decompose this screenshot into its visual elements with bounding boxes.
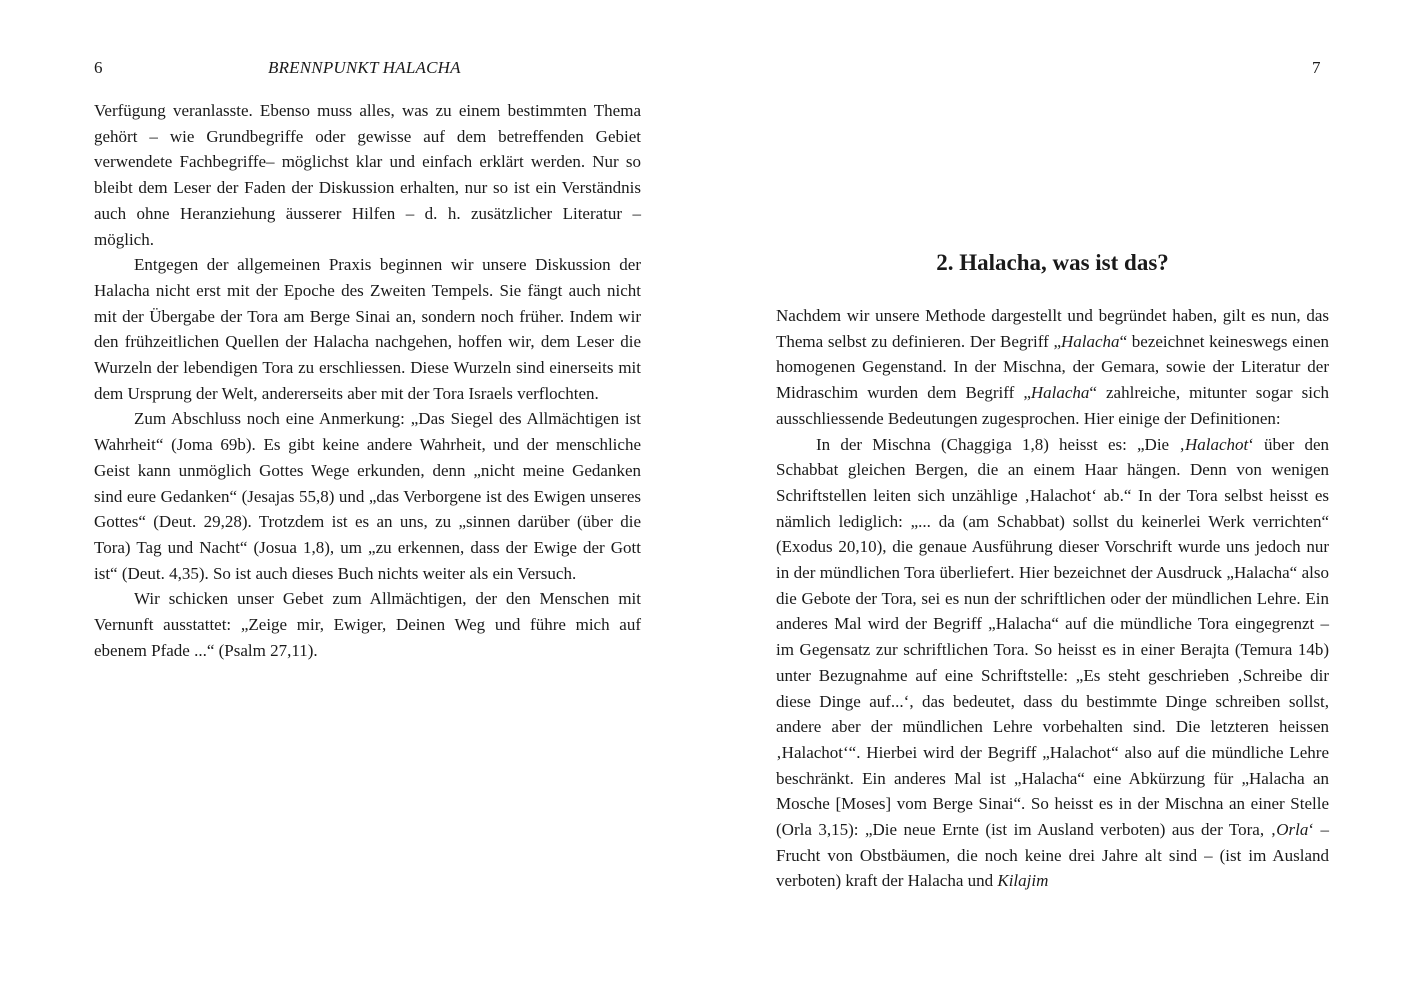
page-number-right: 7 (1312, 58, 1321, 77)
italic-term: Orla (1276, 820, 1309, 840)
text-run: ‘ über den Schabbat gleichen Bergen, die an einem Haar hängen. Denn von wenigen Schriftstellen leiten sich unzählige ‚Halachot‘ ab.“ In der Tora selbst heisst es nämlich lediglich: „... da (am Schabbat) sollst du keinerlei Werk verrichten“ (Exodus 20,10), die genaue Ausführung dieser Vorschrift wurde uns jedoch nur in der mündlichen Tora überliefert. Hier bezeichnet der Ausdruck „Halacha“ also die Gebote der Tora, sei es nun der schriftlichen oder der mündlichen Lehre. Ein anderes Mal wird der Begriff „Halacha“ auf die mündliche Tora eingegrenzt – im Gegensatz zur schriftlichen Tora. So heisst es in einer Berajta (Temura 14b) unter Bezugnahme auf eine Schriftstelle: „Es steht geschrieben ‚Schreibe dir diese Dinge auf...‘, das bedeutet, dass du bestimmte Dinge schreiben sollst, andere aber der mündlichen Lehre vorbehalten sind. Die letzteren heissen ‚Halachot‘“. Hierbei wird der Begriff „Halachot“ also auf die mündliche Lehre beschränkt. Ein anderes Mal ist „Halacha“ eine Abkürzung für „Halacha an Mosche [Moses] vom Berge Sinai“. So heisst es in der Mischna an einer Stelle (Orla 3,15): „Die neue Ernte (ist im Ausland verboten) aus der Tora, ‚ (776, 434, 1329, 840)
right-page (707, 0, 1415, 1000)
chapter-title: 2. Halacha, was ist das? (936, 250, 1169, 275)
paragraph (776, 432, 1329, 895)
italic-term: Halacha (1061, 331, 1120, 351)
left-page (0, 0, 707, 1000)
italic-term: Halachot (1184, 434, 1249, 454)
paragraph: Wir schicken unser Gebet zum Allmächtigen, der den Menschen mit Vernunft ausstattet: „Zeige mir, Ewiger, Deinen Weg und führe mich auf ebenem Pfade ...“ (Psalm 27,11). (94, 589, 641, 660)
paragraph: Verfügung veranlasste. Ebenso muss alles, was zu einem bestimmten Thema gehört – wie Grundbegriffe oder gewisse auf dem betreffenden Gebiet verwendete Fachbegriffe– möglichst klar und einfach erklärt werden. Nur so bleibt dem Leser der Faden der Diskussion erhalten, nur so ist ein Verständnis auch ohne Heranziehung äusserer Hilfen – d. h. zusätzlicher Literatur – möglich. (94, 101, 641, 249)
running-title: BRENNPUNKT HALACHA (268, 58, 461, 77)
left-body-text (94, 98, 641, 663)
text-run: In der Mischna (Chaggiga 1,8) heisst es: „Die ‚ (816, 434, 1185, 454)
paragraph (776, 303, 1329, 432)
italic-term: Halacha (1030, 383, 1090, 403)
paragraph: Entgegen der allgemeinen Praxis beginnen wir unsere Diskussion der Halacha nicht erst mit der Epoche des Zweiten Tempels. Sie fängt auch nicht mit der Übergabe der Tora am Berge Sinai an, sondern noch früher. Indem wir den frühzeitlichen Quellen der Halacha nachgehen, hoffen wir, dem Leser die Wurzeln der lebendigen Tora zu erschliessen. Diese Wurzeln sind einerseits mit dem Ursprung der Welt, andererseits aber mit der Tora Israels verflochten. (94, 255, 641, 403)
text-run: Nachdem wir unsere Methode dargestellt und begründet haben, gilt es nun, das Thema selbst zu definieren. Der Begriff „ (776, 306, 1329, 351)
paragraph: Zum Abschluss noch eine Anmerkung: „Das Siegel des Allmächtigen ist Wahrheit“ (Joma 69b). Es gibt keine andere Wahrheit, und der menschliche Geist kann unmöglich Gottes Wege erkunden, denn „nicht meine Gedanken sind eure Gedanken“ (Jesajas 55,8) und „das Verborgene ist des Ewigen unseres Gottes“ (Deut. 29,28). Trotzdem ist es an uns, zu „sinnen darüber (über die Tora) Tag und Nacht“ (Josua 1,8), um „zu erkennen, dass der Ewige der Gott ist“ (Deut. 4,35). So ist auch dieses Buch nichts weiter als ein Versuch. (94, 409, 641, 583)
italic-term: Kilajim (997, 871, 1049, 891)
right-body-text (776, 303, 1329, 894)
text-run: ‘ – Frucht von Obstbäumen, die noch keine drei Jahre alt sind – (ist im Ausland verboten) kraft der Halacha und (776, 820, 1329, 891)
text-run: “ zahlreiche, mitunter sogar sich ausschliessende Bedeutungen zugesprochen. Hier einige der Definitionen: (776, 383, 1329, 428)
text-run: “ bezeichnet keineswegs einen homogenen Gegenstand. In der Mischna, der Gemara, sowie der Literatur der Midraschim wurden dem Begriff „ (776, 331, 1329, 403)
page-number-left: 6 (94, 58, 103, 77)
